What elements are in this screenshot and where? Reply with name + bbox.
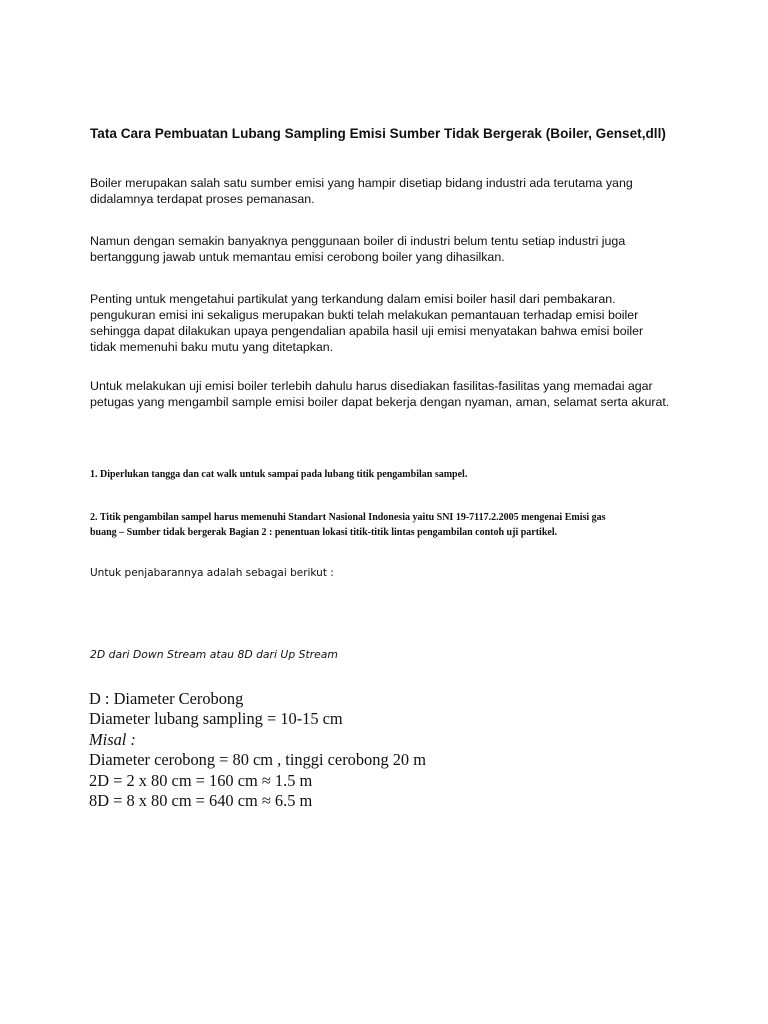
paragraph-line: Namun dengan semakin banyaknya penggunaan boiler di industri belum tentu setiap industri juga [90,234,626,248]
requirement-line: buang – Sumber tidak bergerak Bagian 2 : penentuan lokasi titik-titik lintas pengambilan contoh uji partikel. [90,527,558,538]
document-title: Tata Cara Pembuatan Lubang Sampling Emisi Sumber Tidak Bergerak (Boiler, Genset,dll) [90,126,666,141]
paragraph-line: Boiler merupakan salah satu sumber emisi yang hampir disetiap bidang industri ada terutama yang [90,176,633,190]
stream-rule: 2D dari Down Stream atau 8D dari Up Stream [90,648,338,661]
explanation-intro: Untuk penjabarannya adalah sebagai berikut : [90,567,334,579]
paragraph-line: tidak memenuhi baku mutu yang ditetapkan. [90,340,334,354]
formula-line: D : Diameter Cerobong [89,689,244,708]
formula-line: 2D = 2 x 80 cm = 160 cm ≈ 1.5 m [89,770,313,790]
requirement-stairs [90,467,690,482]
paragraph-line: Untuk melakukan uji emisi boiler terlebih dahulu harus disediakan fasilitas-fasilitas yang memadai agar [90,379,653,393]
formula-line: Diameter lubang sampling = 10-15 cm [89,709,343,729]
paragraph-boiler-intro [90,175,690,207]
paragraph-line: Penting untuk mengetahui partikulat yang terkandung dalam emisi boiler hasil dari pembakaran. [90,292,616,306]
paragraph-line: pengukuran emisi ini sekaligus merupakan bukti telah melakukan pemantauan terhadap emisi boiler [90,308,639,322]
formula-line: 8D = 8 x 80 cm = 640 cm ≈ 6.5 m [89,791,313,811]
requirement-sni [90,510,690,540]
requirement-line: 1. Diperlukan tangga dan cat walk untuk sampai pada lubang titik pengambilan sampel. [90,469,468,480]
paragraph-line: sehingga dapat dilakukan upaya pengendalian apabila hasil uji emisi menyatakan bahwa emisi boiler [90,324,644,338]
formula-line: Diameter cerobong = 80 cm , tinggi cerobong 20 m [89,750,426,770]
requirement-line: 2. Titik pengambilan sampel harus memenuhi Standart Nasional Indonesia yaitu SNI 19-7117.2.2005 mengenai Emisi gas [90,512,606,523]
paragraph-line: petugas yang mengambil sample emisi boiler dapat bekerja dengan nyaman, aman, selamat serta akurat. [90,395,670,409]
paragraph-line: bertanggung jawab untuk memantau emisi cerobong boiler yang dihasilkan. [90,250,505,264]
paragraph-facilities [90,378,690,410]
paragraph-particulate [90,291,690,355]
paragraph-line: didalamnya terdapat proses pemanasan. [90,192,315,206]
formula-example-label: Misal : [89,729,136,749]
paragraph-boiler-usage [90,233,690,265]
formula-block [89,689,426,811]
